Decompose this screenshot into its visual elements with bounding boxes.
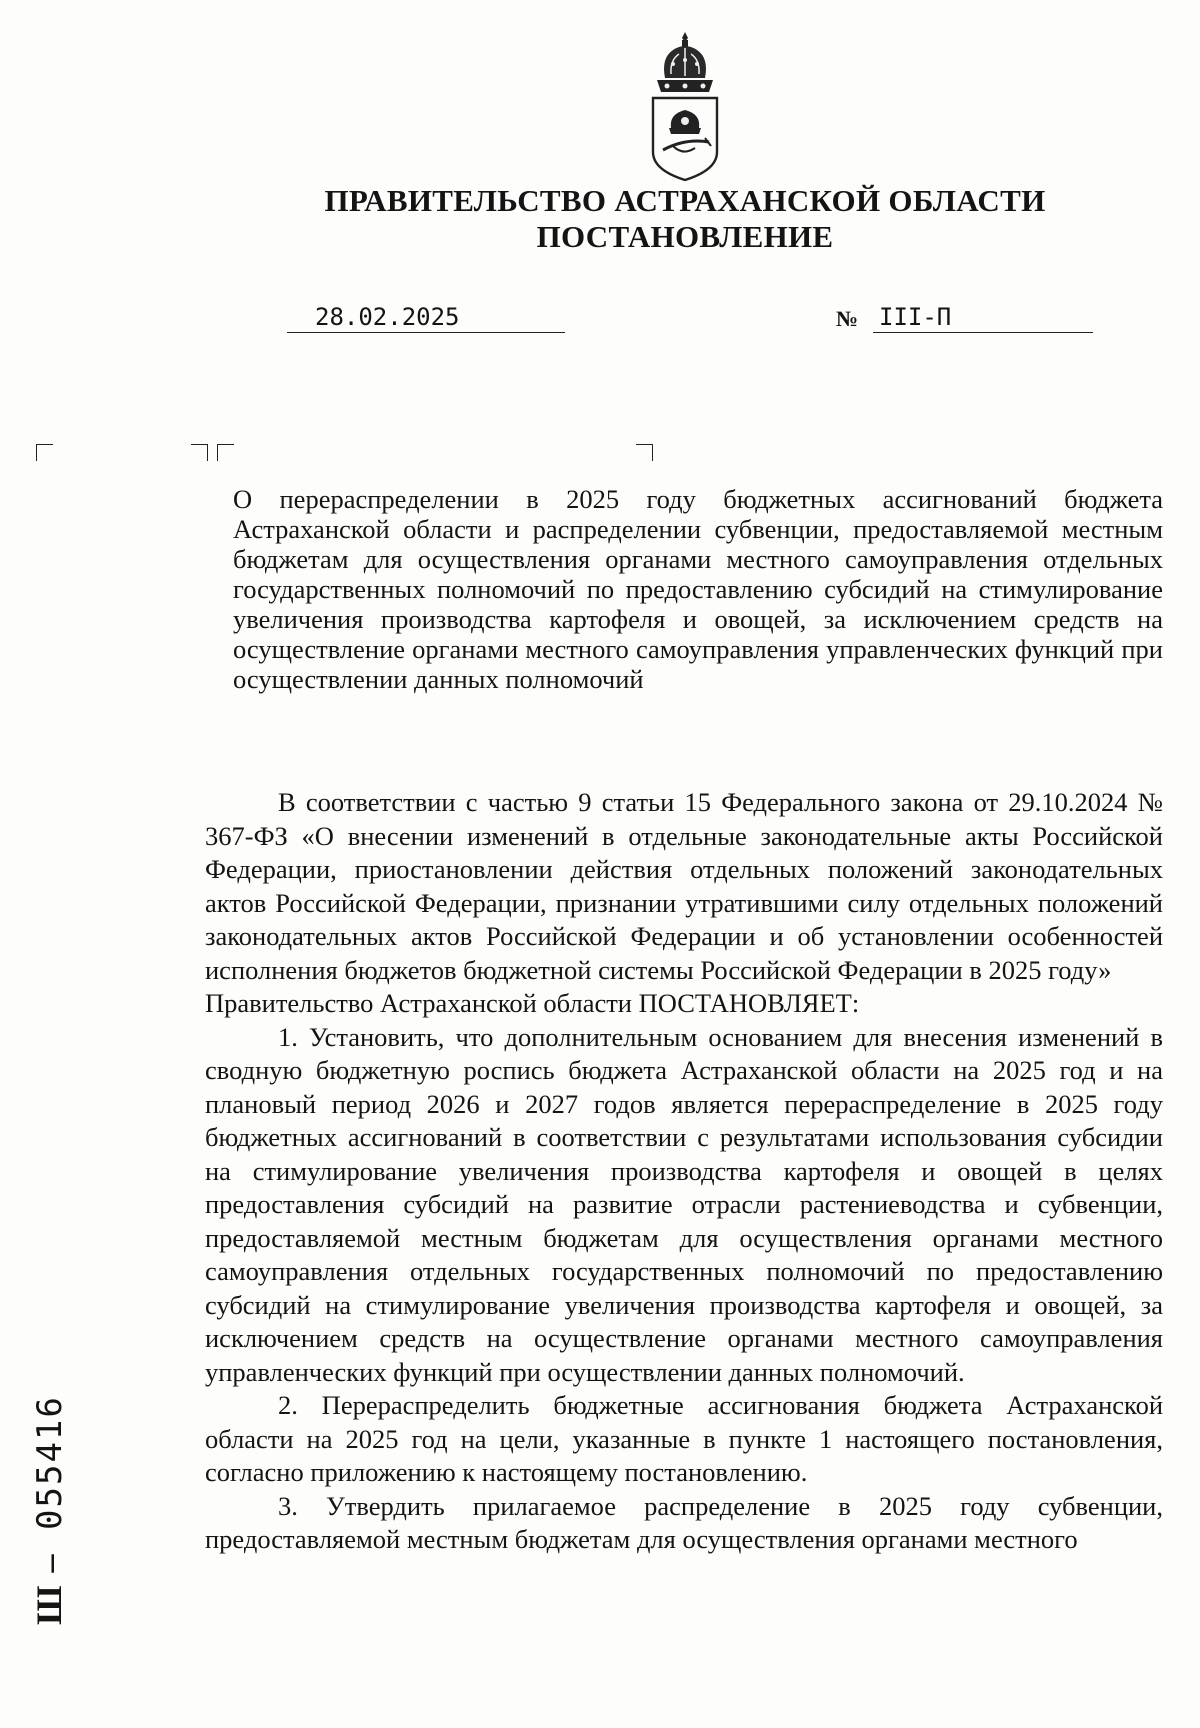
item-3-paragraph: 3. Утвердить прилагаемое распределение в 2025 году субвенции, предоставляемой местным бюджетам для осуществления органами местного: [205, 1490, 1163, 1554]
coat-of-arms-icon: [643, 30, 727, 182]
stamp-prefix: Ш –: [29, 1552, 69, 1625]
document-body: [205, 786, 1163, 1557]
corner-mark-right: [636, 444, 653, 461]
corner-mark-mid-right: [191, 444, 208, 461]
item-2-paragraph: 2. Перераспределить бюджетные ассигнования бюджета Астраханской области на 2025 год на цели, указанные в пункте 1 настоящего постановления, согласно приложению к настоящему постановлению.: [205, 1390, 1163, 1487]
document-subject: О перераспределении в 2025 году бюджетных ассигнований бюджета Астраханской области и распределении субвенции, предоставляемой местным бюджетам для осуществления органами местного самоуправления отдельных государственных полномочий по предоставлению субсидий на стимулирование увеличения производства картофеля и овощей, за исключением средств на осуществление органами местного самоуправления управленческих функций при осуществлении данных полномочий: [233, 484, 1163, 694]
number-label: №: [836, 306, 859, 331]
side-serial-stamp: [28, 1395, 70, 1625]
document-type: ПОСТАНОВЛЕНИЕ: [536, 219, 834, 254]
document-header: [0, 183, 1200, 255]
document-number: III-П: [873, 302, 1093, 333]
preamble-paragraph: В соответствии с частью 9 статьи 15 Федерального закона от 29.10.2024 № 367-ФЗ «О внесении изменений в отдельные законодательные акты Российской Федерации, приостановлении действия отдельных положений законодательных актов Российской Федерации, признании утратившими силу отдельных положений законодательных актов Российской Федерации и об установлении особенностей исполнения бюджетов бюджетной системы Российской Федерации в 2025 году»: [205, 787, 1163, 985]
corner-mark-mid-left: [217, 444, 234, 461]
item-1-paragraph: 1. Установить, что дополнительным основанием для внесения изменений в сводную бюджетную роспись бюджета Астраханской области на 2025 год и на плановый период 2026 и 2027 годов является перераспределение в 2025 году бюджетных ассигнований в соответствии с результатами использования субсидии на стимулирование увеличения производства картофеля и овощей в целях предоставления субсидий на развитие отрасли растениеводства и субвенции, предоставляемой местным бюджетам для осуществления органами местного самоуправления отдельных государственных полномочий по предоставлению субсидий на стимулирование увеличения производства картофеля и овощей, за исключением средств на осуществление органами местного самоуправления управленческих функций при осуществлении данных полномочий.: [205, 1021, 1163, 1387]
document-date: 28.02.2025: [287, 302, 565, 333]
resolves-paragraph: Правительство Астраханской области ПОСТАНОВЛЯЕТ:: [205, 988, 860, 1018]
government-title: ПРАВИТЕЛЬСТВО АСТРАХАНСКОЙ ОБЛАСТИ: [324, 183, 1046, 218]
corner-mark-left: [36, 444, 53, 461]
stamp-number: 055416: [30, 1395, 70, 1530]
